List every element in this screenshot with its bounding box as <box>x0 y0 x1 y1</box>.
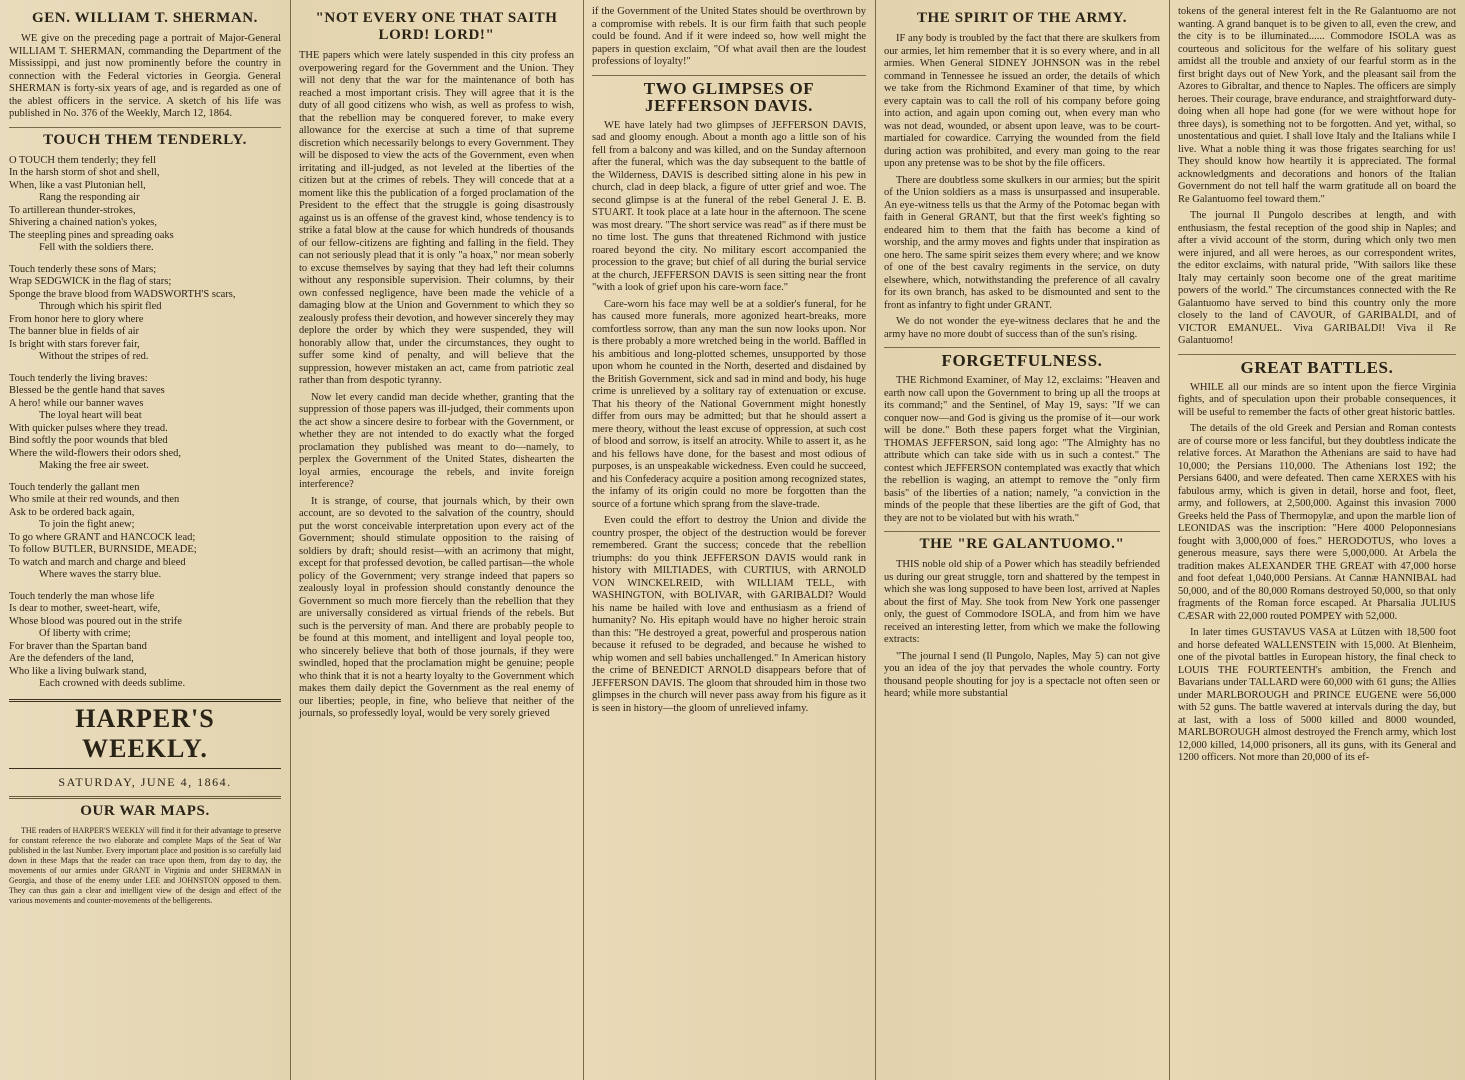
divider <box>884 531 1160 532</box>
stanza-break <box>9 473 281 482</box>
poem-line: The steepling pines and spreading oaks <box>9 229 174 241</box>
article-paragraph: THIS noble old ship of a Power which has steadily befriended us during our great struggle, torn and shattered by the tempest in which she was long supposed to have been lost, arrived at Naples about the first of May. She took from New York one passenger only, the guest of Commodore ISOLA, and from him we have received an interesting letter, from which we make the following extracts: <box>884 559 1160 645</box>
poem-line: Each crowned with deeds sublime. <box>39 678 186 689</box>
poem-line: The loyal heart will beat <box>39 410 142 421</box>
dateline: SATURDAY, JUNE 4, 1864. <box>58 774 232 789</box>
poem-line: For braver than the Spartan band <box>9 640 147 652</box>
poem-line: Where waves the starry blue. <box>39 569 162 580</box>
article-paragraph: IF any body is troubled by the fact that there are skulkers from our armies, let him remember that it is so every where, and in all armies. When General SIDNEY JOHNSON was in the rebel command in Tennessee he issued an order, the details of which we take from the Richmond Examiner of that time, by which every captain was to call the roll of his company before going into action, and again upon coming out, when every man who was not dead, wounded, or absent upon leave, was to be court-martialed for cowardice. Carrying the wounded from the field during action was prohibited, and every man going to the rear upon any pretense was to be shot by the file officers. <box>884 33 1160 169</box>
poem-touch-them-tenderly <box>9 155 281 691</box>
stanza-break <box>9 364 281 373</box>
sherman-headline: GEN. WILLIAM T. SHERMAN. <box>31 10 259 26</box>
stanza-break <box>9 582 281 591</box>
article-paragraph: "The journal I send (Il Pungolo, Naples, May 5) can not give you an idea of the joy that pervades the whole country. Forty thousand people shouting for joy is a spectacle not often seen or heard; while more substantial <box>884 650 1160 699</box>
article-paragraph: There are doubtless some skulkers in our armies; but the spirit of the Union soldiers as a mass is unsurpassed and insuperable. An eye-witness tells us that the Army of the Potomac began with faith in General GRANT, but that the first week's fighting so endeared him to them that the faith has become a kind of worship, and the army moves and fights under that inspiration as one hero. The same spirit seizes them every where; and we know of one of the best cavalry regiments in the service, on duty elsewhere, which, notwithstanding the preference of all cavalry for its own branch, has asked to be dismounted and sent to the front as infantry to fight under GRANT. <box>884 174 1160 311</box>
re-galantuomo-headline: THE "RE GALANTUOMO." <box>919 536 1125 552</box>
column-4 <box>875 0 1169 1080</box>
column-3 <box>583 0 875 1080</box>
poem-line: Where the wild-flowers their odors shed, <box>9 447 182 459</box>
divider <box>1178 354 1456 355</box>
poem-line: Are the defenders of the land, <box>9 653 134 664</box>
poem-line: Bind softly the poor wounds that bled <box>9 435 168 446</box>
poem-line: With quicker pulses where they tread. <box>9 422 168 434</box>
poem-line: Without the stripes of red. <box>39 351 149 362</box>
poem-line: Making the free air sweet. <box>39 460 149 471</box>
column-5 <box>1169 0 1465 1080</box>
war-maps-headline: OUR WAR MAPS. <box>80 802 210 819</box>
poem-line: Whose blood was poured out in the strife <box>9 615 182 627</box>
poem-line: Sponge the brave blood from WADSWORTH'S scars, <box>9 288 236 300</box>
jefferson-davis-headline: TWO GLIMPSES OF JEFFERSON DAVIS. <box>643 78 815 115</box>
article-paragraph: In later times GUSTAVUS VASA at Lützen with 18,500 foot and horse defeated WALLENSTEIN with 15,000. At Blenheim, one of the pivotal battles in European history, the final check to LOUIS THE FOURTEENTH's ambition, the French and Bavarians under TALLARD were 60,000 with 61 guns; the Allies under MARLBOROUGH and PRINCE EUGENE were 56,000 with 52 guns. The battle wavered at intervals during the day, but at last, with a loss of 5000 killed and 8000 wounded, MARLBOROUGH almost destroyed the French army, which lost 12,000 killed, 14,000 prisoners, all its guns, with its General and 1200 officers. Not more than 20,000 of its ef- <box>1178 627 1456 763</box>
poem-line: Of liberty with crime; <box>39 628 131 639</box>
poem-line: Is bright with stars forever fair, <box>9 338 140 350</box>
column-2 <box>290 0 583 1080</box>
sherman-article: WE give on the preceding page a portrait of Major-General WILLIAM T. SHERMAN, commanding the Department of the Mississippi, and just now prominently before the country in connection with the Federal victories in Georgia. General SHERMAN is forty-six years of age, and is regarded as one of the ablest officers in the service. A sketch of his life was published in No. 376 of the Weekly, March 12, 1864. <box>9 33 281 119</box>
article-paragraph: THE papers which were lately suspended in this city profess an overpowering regard for the Government and the Union. They will not deny that the war for the maintenance of both has reached a most important crisis. They will agree that it is the duty of all good citizens who wish, as well as profess to wish, that the rebellion may be conquered forever, to make every allowance for the exercise at such a time of that supreme discretion which necessarily belongs to every Government. They will be disposed to view the acts of the Government, even when irritating and ill-judged, as not leveled at the liberties of the citizen but at the crimes of rebels. They will concede that at a moment like this the publication of a forged proclamation of the President to the effect that the struggle is going disastrously against us is an offense of the gravest kind, whose tendency is to strike a fatal blow at the cause for which hundreds of thousands of our fellow-citizens are fighting and falling in the field. They can not seriously plead that it is only "a hoax," nor mean soberly to excuse themselves by saying that they had left their columns without any responsible supervision. Their columns, by their own confessed negligence, have been made the vehicle of a damaging blow at the Union and Government to which they so zealously profess their devotion, and however sincerely they may deplore the order by which they were suspended, they will honorably allow that, under the circumstances, they ought to suffer some kind of penalty, and will believe that the suppression, however mistaken an act, came from patriotic zeal rather than from despotic tyranny. <box>299 50 574 386</box>
poem-line: Touch tenderly the gallant men <box>9 481 140 493</box>
divider <box>884 347 1160 348</box>
war-maps-article: THE readers of HARPER'S WEEKLY will find it for their advantage to preserve for constant reference the two elaborate and complete Maps of the Seat of War published in the last Number. Every important place and position is so carefully laid down in these Maps that the reader can trace upon them, from day to day, the movements of our armies under GRANT in Virginia and under SHERMAN in Georgia, and those of the enemy under LEE and JOHNSTON opposed to them. They can thus gain a clear and intelligent view of the design and effect of the various movements and counter-movements of the belligerents. <box>9 825 281 905</box>
stanza-break <box>9 255 281 264</box>
poem-line: Touch tenderly these sons of Mars; <box>9 263 157 275</box>
column-1 <box>0 0 290 1080</box>
poem-line: Touch tenderly the living braves: <box>9 372 148 384</box>
divider <box>9 796 281 799</box>
divider <box>592 75 866 76</box>
lord-lord-headline: "NOT EVERY ONE THAT SAITH LORD! LORD!" <box>315 10 558 43</box>
poem-line: To join the fight anew; <box>39 519 135 530</box>
great-battles-headline: GREAT BATTLES. <box>1240 357 1394 377</box>
poem-line: Rang the responding air <box>39 192 140 203</box>
masthead <box>9 699 281 769</box>
poem-line: To go where GRANT and HANCOCK lead; <box>9 531 196 543</box>
poem-line: To watch and march and charge and bleed <box>9 556 186 568</box>
poem-line: A hero! while our banner waves <box>9 397 144 409</box>
poem-line: To follow BUTLER, BURNSIDE, MEADE; <box>9 544 197 555</box>
divider <box>9 127 281 128</box>
article-paragraph: WE have lately had two glimpses of JEFFERSON DAVIS, sad and gloomy enough. About a month ago a little son of his fell from a balcony and was killed, and on the Sunday afternoon after the funeral, which was the day subsequent to the battle of the Wilderness, DAVIS is described sitting alone in his pew in church, clad in deep black, a figure of utter grief and woe. The second glimpse is at the funeral of the rebel General J. E. B. STUART. It took place at a late hour in the afternoon. The scene was most dreary. "The short service was read" as if there must be no time lost. The guns that threatened Richmond with justice roared beyond the city. No military escort accompanied the procession to the grave; but chief of all during the burial service at the church, JEFFERSON DAVIS is seen sitting near the front "with a look of grief upon his care-worn face." <box>592 119 866 293</box>
article-paragraph: The details of the old Greek and Persian and Roman contests are of course more or less fanciful, but they doubtless indicate the relative forces. At Marathon the Athenians are said to have had 10,000; the Persians 110,000. The Athenians lost 192; the Persians 6400, and were defeated. Then came XERXES with his fabulous army, which is given in detail, horse and foot, fleet, army, and followers, at 2,500,000. Against this invasion 7000 Greeks held the Pass of Thermopylæ, and upon the marble lion of LEONIDAS was the inscription: "Here 4000 Peloponnesians fought with 3,000,000 of foes." HERODOTUS, who loves a generous measure, says there were 5,000,000. At Arbela the tradition makes ALEXANDER THE GREAT with 47,000 horse and foot defeat 1,040,000 Persians. At Cannæ HANNIBAL had 50,000, and of the 80,000 Romans destroyed 50,000, so that only fragments of the Roman force escaped. At Pharsalia JULIUS CÆSAR with 22,000 routed POMPEY with 52,000. <box>1178 423 1456 622</box>
poem-line: Blessed be the gentle hand that saves <box>9 385 165 396</box>
poem-line: O TOUCH them tenderly; they fell <box>9 154 156 166</box>
poem-line: In the harsh storm of shot and shell, <box>9 167 160 178</box>
poem-line: From honor here to glory where <box>9 313 144 325</box>
poem-headline: TOUCH THEM TENDERLY. <box>43 131 247 148</box>
poem-line: Shivering a chained nation's yokes, <box>9 217 157 228</box>
poem-line: Who like a living bulwark stand, <box>9 665 147 677</box>
poem-line: The banner blue in fields of air <box>9 326 140 337</box>
article-paragraph: Now let every candid man decide whether, granting that the suppression of those papers was ill-judged, their comments upon the act show a sincere desire to forbear with the Government, or whether they are not intended to do exactly what the forged proclamation they published was meant to do—namely, to perplex the Government of the United States, dishearten the loyal armies, encourage the rebels, and invite foreign interference? <box>299 391 574 490</box>
article-paragraph: Care-worn his face may well be at a soldier's funeral, for he has caused more funerals, more agonized heart-breaks, more comfortless sorrow, than any man the sun now looks upon. Nor is there probably a more wretched being in the world. Baffled in his ambitious and long-plotted schemes, unsupported by those upon whom he counted in the North, deserted and disdained by the British Government, sick and sad in mind and body, his huge crime is unrelieved by a solitary ray of extenuation or excuse. That his theory of the National Government might honestly differ from ours may be admitted; but that he should assert a mere theory, without the least excuse of oppression, at such cost of blood and sorrow, is itself an atrocity. While to assert it, as he and his fellows have done, for the basest and most odious of purposes, is an unspeakable wickedness. Even could he succeed, and his Confederacy acquire a position among recognized states, the infamy of its origin could no more be forgotten than the source of a fortune which sprang from the slave-trade. <box>592 298 866 510</box>
spirit-army-headline: THE SPIRIT OF THE ARMY. <box>916 10 1128 26</box>
article-paragraph: The journal Il Pungolo describes at length, and with enthusiasm, the festal reception of the good ship in Naples; and after a vivid account of the storm, during which only two men were injured, and all were heroes, as our correspondent writes, the editor exclaims, with natural pride, "With sailors like these Italy may certainly soon become one of the great maritime powers of the world." The circumstances connected with the Re Galantuomo have served to bind this country only the more closely to the land of CAVOUR, of GARIBALDI, and of VICTOR EMANUEL. Viva GARIBALDI! Viva il Re Galantuomo! <box>1178 210 1456 346</box>
article-continuation: if the Government of the United States should be overthrown by a compromise with rebels. It is our firm faith that such people could be found. And if it were indeed so, how well might the papers in question exclaim, "Of what avail then are the loudest professions of loyalty!" <box>592 6 866 67</box>
poem-line: Wrap SEDGWICK in the flag of stars; <box>9 276 172 287</box>
poem-line: When, like a vast Plutonian hell, <box>9 179 146 191</box>
masthead-title: HARPER'S WEEKLY. <box>75 703 215 763</box>
article-paragraph: It is strange, of course, that journals which, by their own account, are so devoted to the salvation of the country, should put the worst conceivable interpretation upon every act of the Government; should stimulate opposition to the raising of soldiers by draft; should resist—with an acrimony that might, except for that professed devotion, be called partisan—the whole policy of the Government; very strange indeed that papers so zealously loyal in profession should constantly denounce the Government so much more fiercely than the rebellion that they are universally considered as virtual friends of the rebels. But such is the perversity of man. And there are probably people to be found at this moment, and intelligent and loyal people too, who sincerely believe that both of those journals, if they were swindled, hoped that the proclamation might be genuine; people who think that it is not a hearty loyalty to the Government which makes them daily depict the Government as the real enemy of our liberties; people, in fine, who believe that neither of the journals, so professedly loyal, would be very sorely grieved <box>299 495 574 719</box>
forgetfulness-headline: FORGETFULNESS. <box>941 351 1103 370</box>
poem-line: Who smile at their red wounds, and then <box>9 494 180 505</box>
article-paragraph: WHILE all our minds are so intent upon the fierce Virginia fights, and of speculation upon their probable consequences, it will be useful to remember the facts of other great historic battles. <box>1178 381 1456 418</box>
article-paragraph: THE Richmond Examiner, of May 12, exclaims: "Heaven and earth now call upon the Government to bring up all the troops at its command;" and the Sentinel, of May 19, says: "If we can conquer now—and God is giving us the promise of it—our work will be done." Both these papers forget what the Virginian, THOMAS JEFFERSON, said long ago: "The Almighty has no attribute which can take side with us in such a contest." The contest which JEFFERSON contemplated was exactly that which the rebellion is waging, an attempt to remove the "only firm basis" of the liberties of a nation; namely, "a conviction in the minds of the people that these liberties are the gift of God, that they are not to be violated but with his wrath." <box>884 375 1160 524</box>
poem-line: Ask to be ordered back again, <box>9 506 135 518</box>
poem-line: Fell with the soldiers there. <box>39 242 154 253</box>
poem-line: Is dear to mother, sweet-heart, wife, <box>9 603 161 614</box>
poem-line: Touch tenderly the man whose life <box>9 590 155 602</box>
article-paragraph: We do not wonder the eye-witness declares that he and the army have no more doubt of success than of the sun's rising. <box>884 316 1160 340</box>
poem-line: To artillerean thunder-strokes, <box>9 204 136 216</box>
article-continuation: tokens of the general interest felt in the Re Galantuomo are not wanting. A grand banquet is to be given to all, even the crew, and the city is to be illuminated...... Commodore ISOLA was as courteous and solicitous for the welfare of his solitary guest amidst all the trouble and anxiety of our fearful storm as in the first bright days out of New York, and the pleasant sail from the Azores to Gibraltar, and thence to Naples. The officers are simply heroes. Their courage, brave endurance, and straightforward duty-doing when all hope had gone (for we were without hope for three days), is something not to be forgotten. And yet, withal, so unostentatious and quiet. I shall love Italy and the Italians while I live. What a noble thing it was those frigates searching for us! They should know how heartily it is appreciated. The formal acknowledgments and decorations and honors of the Italian Government do not tell half the warm gratitude all on board the Re Galantuomo feel toward them." <box>1178 6 1456 205</box>
article-paragraph: Even could the effort to destroy the Union and divide the country prosper, the object of the destruction would be forever remembered. Grant the success; concede that the rebellion triumphs: do you think JEFFERSON DAVIS would rank in history with MILTIADES, with CURTIUS, with ARNOLD VON WINCKELREID, with WILLIAM TELL, with WASHINGTON, with BOLIVAR, with GARIBALDI? Would his name be hailed with love and enthusiasm as a friend of humanity? No. His epitaph would have no higher heroic strain than this: "He destroyed a great, powerful and prosperous nation because it refused to be degraded, and because he wished to whip women and sell babies unchallenged." In American history the crime of BENEDICT ARNOLD disappears before that of JEFFERSON DAVIS. The gloom that shrouded him in those two glimpses in the church will never pass away from his figure as it is seen in history—the gloom of unrelieved infamy. <box>592 515 866 714</box>
poem-line: Through which his spirit fled <box>39 301 162 312</box>
